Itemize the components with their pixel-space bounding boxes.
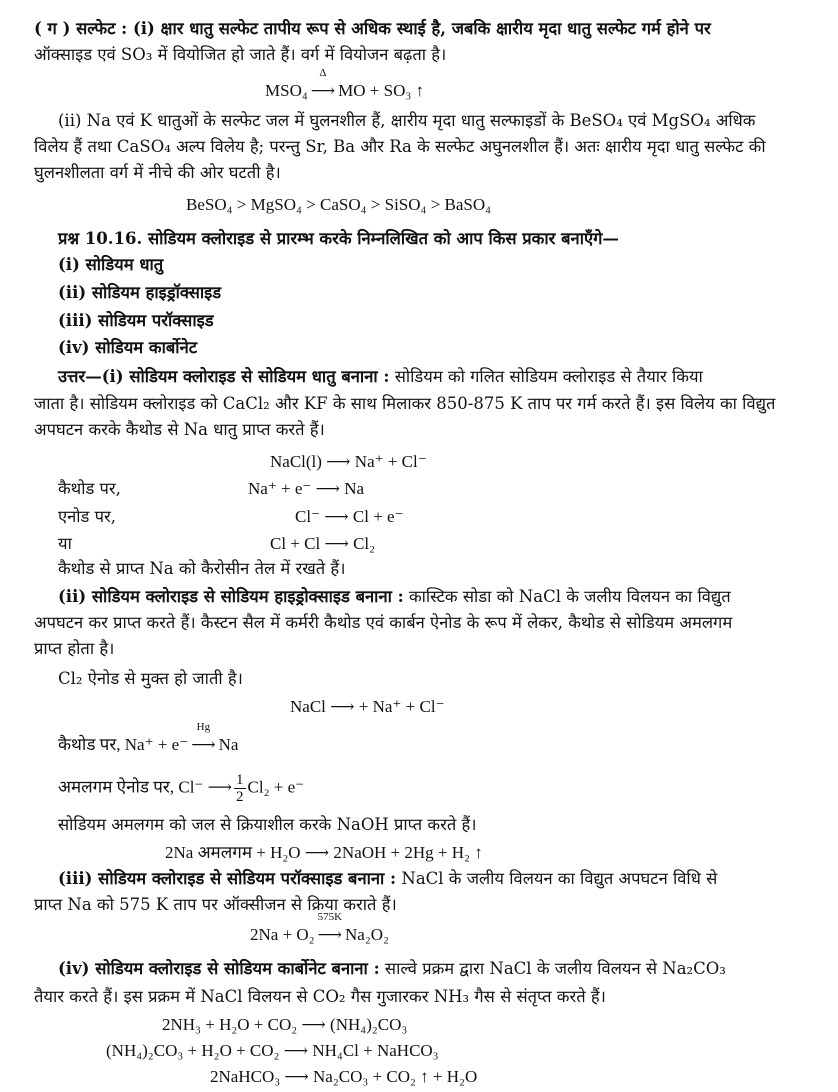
label-anode bbox=[58, 506, 116, 528]
answer-subheading: (ii) सोडियम क्लोराइड से सोडियम हाइड्रोक्साइड बनाना : bbox=[58, 587, 404, 606]
arrow: ⟶ bbox=[317, 925, 342, 944]
label-or bbox=[58, 533, 72, 555]
question-item bbox=[58, 254, 163, 276]
text: अपघटन कर प्राप्त करते हैं। कैस्टन सैल में कर्मरी कैथोड एवं कार्बन ऐनोड के रूप में लेकर, कैथोड से सोडियम अमलगम bbox=[34, 613, 733, 632]
text: (NH₄)₂CO₃ + H₂O + CO₂ ⟶ NH₄Cl + NaHCO₃ bbox=[106, 1041, 439, 1060]
arrow-label: Δ bbox=[319, 67, 327, 79]
paragraph-line bbox=[34, 136, 766, 158]
paragraph-line bbox=[34, 638, 114, 660]
arrow-with-label bbox=[317, 911, 343, 946]
text: घुलनशीलता वर्ग में नीचे की ओर घटती है। bbox=[34, 163, 281, 182]
arrow-label: 575K bbox=[317, 911, 343, 923]
text: साल्वे प्रक्रम द्वारा NaCl के जलीय विलयन से Na₂CO₃ bbox=[379, 959, 726, 978]
arrow: ⟶ bbox=[310, 81, 336, 100]
text: कैथोड से प्राप्त Na को कैरोसीन तेल में रखते हैं। bbox=[58, 559, 346, 578]
equation-amalgam-anode bbox=[58, 772, 304, 805]
text: सोडियम को गलित सोडियम क्लोराइड से तैयार किया bbox=[389, 367, 703, 386]
equation-cathode-hg bbox=[58, 721, 239, 756]
equation-rhs: MO + SO₃ ↑ bbox=[338, 81, 425, 100]
paragraph-line bbox=[34, 986, 606, 1008]
equation-rhs: Na₂O₂ bbox=[345, 925, 389, 944]
equation-lhs: कैथोड पर, Na⁺ + e⁻ bbox=[58, 735, 189, 754]
answer-line bbox=[58, 958, 726, 980]
fraction-denominator: 2 bbox=[236, 789, 244, 805]
text: 2NH₃ + H₂O + CO₂ ⟶ (NH₄)₂CO₃ bbox=[162, 1015, 408, 1034]
equation bbox=[290, 696, 445, 718]
question-heading bbox=[58, 228, 619, 250]
equation-lhs: MSO₄ bbox=[265, 81, 308, 100]
paragraph-line bbox=[34, 44, 446, 66]
equation-rhs: Cl₂ + e⁻ bbox=[247, 777, 305, 797]
equation bbox=[106, 1040, 439, 1062]
equation bbox=[270, 451, 427, 473]
equation-peroxide bbox=[250, 911, 389, 946]
answer-subheading: (iv) सोडियम क्लोराइड से सोडियम कार्बोनेट बनाना : bbox=[58, 959, 380, 978]
equation-lhs: 2Na + O₂ bbox=[250, 925, 315, 944]
question-item bbox=[58, 337, 197, 359]
text: ऑक्साइड एवं SO₃ में वियोजित हो जाते हैं। वर्ग में वियोजन बढ़ता है। bbox=[34, 45, 447, 64]
text: विलेय हैं तथा CaSO₄ अल्प विलेय है; परन्तु Sr, Ba और Ra के सल्फेट अघुनलशील हैं। अतः क्षारीय मृदा धातु सल्फेट की bbox=[34, 137, 766, 156]
question-item bbox=[58, 282, 221, 304]
text: जाता है। सोडियम क्लोराइड को CaCl₂ और KF के साथ मिलाकर 850-875 K ताप पर गर्म करते हैं। इस विलेय का विद्युत bbox=[34, 394, 776, 413]
text: कास्टिक सोडा को NaCl के जलीय विलयन का विद्युत bbox=[403, 587, 731, 606]
text: NaCl(l) ⟶ Na⁺ + Cl⁻ bbox=[270, 452, 427, 471]
paragraph-line bbox=[34, 162, 281, 184]
equation-mso4 bbox=[265, 67, 425, 102]
text: प्राप्त Na को 575 K ताप पर ऑक्सीजन से क्रिया कराते हैं। bbox=[34, 895, 397, 914]
text: प्राप्त होता है। bbox=[34, 639, 115, 658]
equation bbox=[295, 506, 404, 528]
answer-line bbox=[58, 586, 731, 608]
text: (iii) सोडियम परॉक्साइड bbox=[58, 311, 214, 330]
answer-line bbox=[58, 366, 703, 388]
paragraph-line bbox=[34, 419, 325, 441]
equation-lhs: अमलगम ऐनोड पर, Cl⁻ ⟶ bbox=[58, 777, 233, 797]
text: 2NaHCO₃ ⟶ Na₂CO₃ + CO₂ ↑ + H₂O bbox=[210, 1067, 478, 1086]
paragraph-line bbox=[58, 110, 755, 132]
arrow-with-label bbox=[310, 67, 336, 102]
question-item bbox=[58, 310, 214, 332]
equation bbox=[165, 842, 483, 864]
paragraph-line bbox=[34, 894, 397, 916]
text: सोडियम अमलगम को जल से क्रियाशील करके NaOH प्राप्त करते हैं। bbox=[58, 815, 477, 834]
text: अपघटन करके कैथोड से Na धातु प्राप्त करते हैं। bbox=[34, 420, 325, 439]
text: Na⁺ + e⁻ ⟶ Na bbox=[248, 479, 365, 498]
paragraph-line bbox=[58, 814, 477, 836]
paragraph-line bbox=[58, 668, 243, 690]
text: कैथोड पर, bbox=[58, 479, 121, 498]
text: BeSO₄ > MgSO₄ > CaSO₄ > SiSO₄ > BaSO₄ bbox=[186, 195, 492, 214]
answer-subheading: (iii) सोडियम क्लोराइड से सोडियम परॉक्साइड बनाना : bbox=[58, 869, 397, 888]
equation bbox=[248, 478, 364, 500]
text: Cl + Cl ⟶ Cl₂ bbox=[270, 534, 376, 553]
fraction-numerator: 1 bbox=[236, 772, 244, 788]
text: ( ग ) सल्फेट : (i) क्षार धातु सल्फेट तापीय रूप से अधिक स्थाई है, जबकि क्षारीय मृदा धातु सल्फेट गर्म होने पर bbox=[34, 19, 711, 38]
equation bbox=[270, 533, 375, 555]
text: (iv) सोडियम कार्बोनेट bbox=[58, 338, 198, 357]
equation-rhs: Na bbox=[218, 735, 239, 754]
answer-subheading: उत्तर—(i) सोडियम क्लोराइड से सोडियम धातु बनाना : bbox=[58, 367, 390, 386]
fraction bbox=[234, 772, 246, 805]
label-cathode bbox=[58, 478, 121, 500]
text: (ii) Na एवं K धातुओं के सल्फेट जल में घुलनशील हैं, क्षारीय मृदा धातु सल्फाइडों के BeSO₄ एवं MgSO₄ अधिक bbox=[58, 111, 756, 130]
text: प्रश्न 10.16. सोडियम क्लोराइड से प्रारम्भ करके निम्नलिखित को आप किस प्रकार बनाएँगे— bbox=[58, 229, 619, 248]
equation-solubility-order bbox=[186, 194, 491, 216]
equation bbox=[210, 1066, 477, 1088]
arrow-with-label bbox=[191, 721, 216, 756]
text: 2Na अमलगम + H₂O ⟶ 2NaOH + 2Hg + H₂ ↑ bbox=[165, 843, 483, 862]
paragraph-line bbox=[34, 612, 732, 634]
text: NaCl के जलीय विलयन का विद्युत अपघटन विधि से bbox=[396, 869, 718, 888]
paragraph-line bbox=[34, 393, 775, 415]
answer-line bbox=[58, 868, 717, 890]
text: NaCl ⟶ + Na⁺ + Cl⁻ bbox=[290, 697, 445, 716]
text: Cl⁻ ⟶ Cl + e⁻ bbox=[295, 507, 404, 526]
text: (ii) सोडियम हाइड्रॉक्साइड bbox=[58, 283, 222, 302]
heading-sulphate-line bbox=[34, 18, 711, 40]
text: या bbox=[58, 534, 72, 553]
paragraph-line bbox=[58, 558, 345, 580]
equation bbox=[162, 1014, 407, 1036]
arrow-label: Hg bbox=[196, 721, 211, 733]
text: तैयार करते हैं। इस प्रक्रम में NaCl विलयन से CO₂ गैस गुजारकर NH₃ गैस से संतृप्त करते हैं। bbox=[34, 987, 606, 1006]
arrow: ⟶ bbox=[191, 735, 216, 754]
text: एनोड पर, bbox=[58, 507, 116, 526]
text: Cl₂ ऐनोड से मुक्त हो जाती है। bbox=[58, 669, 243, 688]
text: (i) सोडियम धातु bbox=[58, 255, 164, 274]
